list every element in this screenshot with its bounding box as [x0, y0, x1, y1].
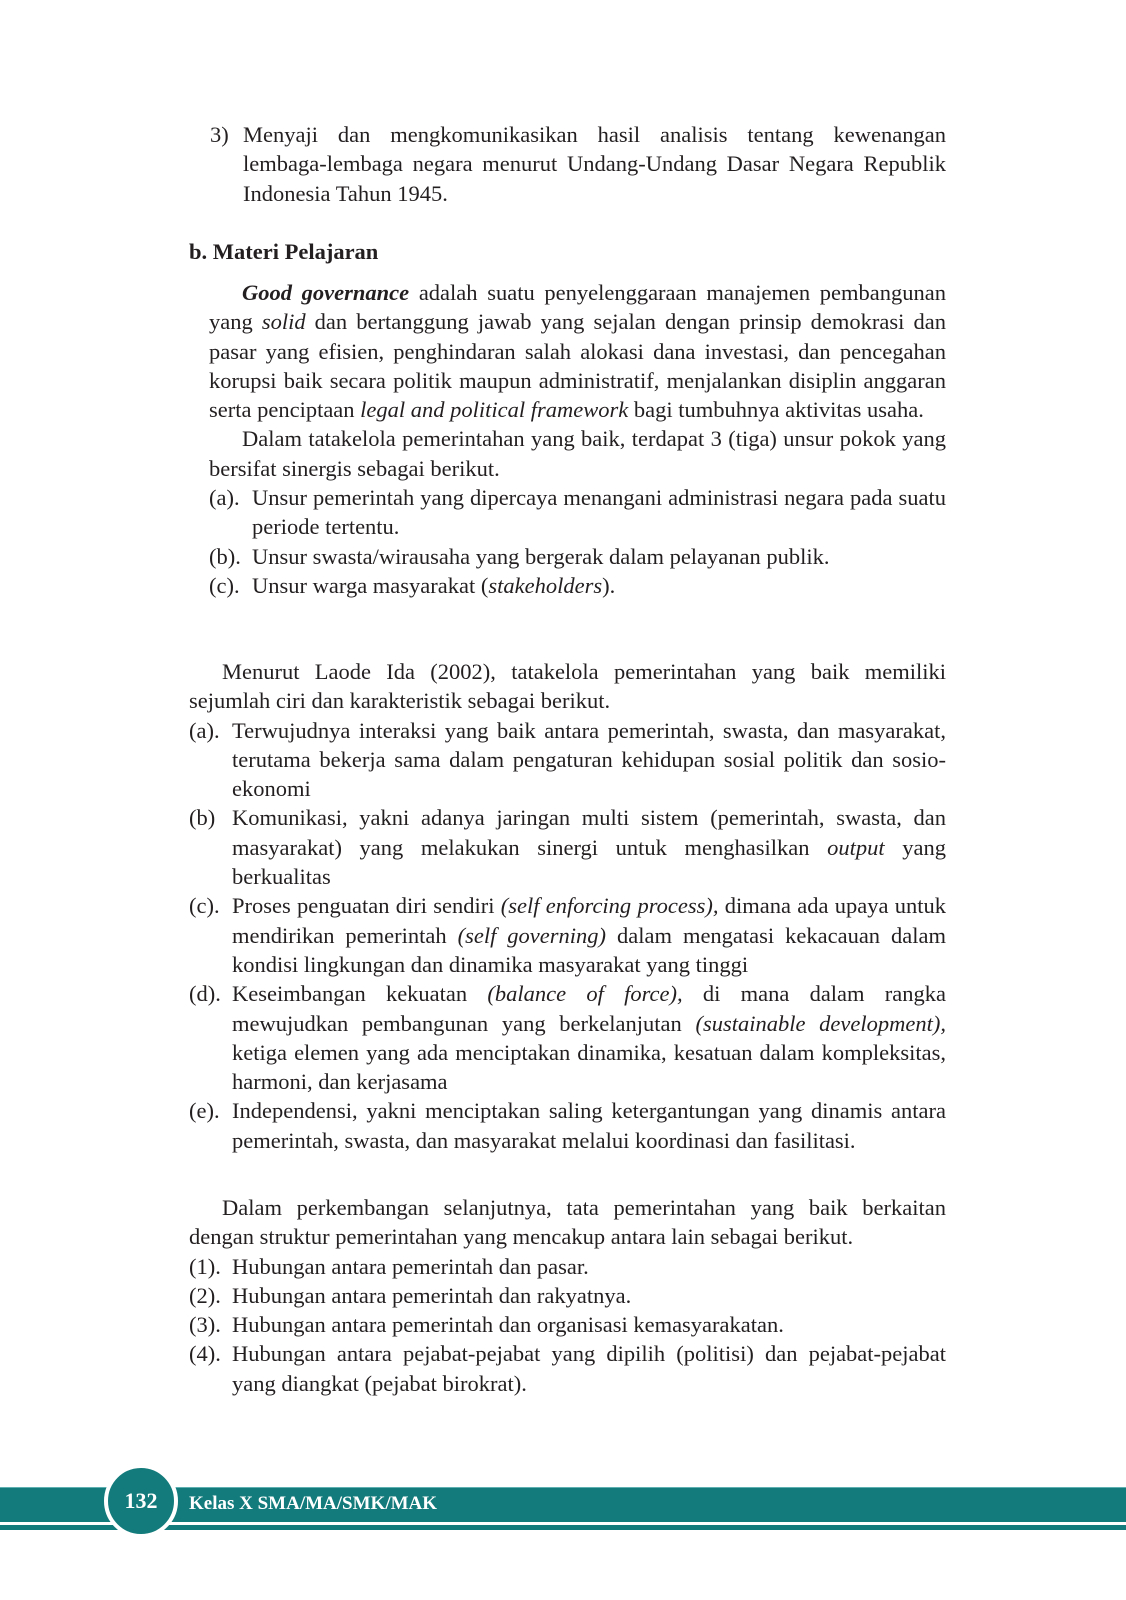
text-fragment: dimana ada upaya untuk mendirikan pemerintah [232, 893, 946, 948]
list-item-text: Hubungan antara pemerintah dan organisasi kemasyarakatan. [232, 1312, 784, 1338]
list-item-text: Independensi, yakni menciptakan saling ketergantungan yang dinamis antara pemerintah, swasta, dan masyarakat melalui koordinasi dan fasilitasi. [232, 1098, 946, 1153]
ciri-item-b [189, 803, 946, 891]
list-marker: (e). [189, 1098, 220, 1124]
objective-text: Menyaji dan mengkomunikasikan hasil analisis tentang kewenangan lembaga-lembaga negara menurut Undang-Undang Dasar Negara Republik Indonesia Tahun 1945. [243, 122, 946, 206]
list-item-text: Terwujudnya interaksi yang baik antara pemerintah, swasta, dan masyarakat, terutama bekerja sama dalam pengaturan kehidupan sosial politik dan sosio-ekonomi [232, 717, 946, 802]
struktur-intro-paragraph: Dalam perkembangan selanjutnya, tata pemerintahan yang baik berkaitan dengan struktur pemerintahan yang mencakup antara lain sebagai berikut. [189, 1195, 946, 1250]
list-item-text: Hubungan antara pemerintah dan rakyatnya. [232, 1282, 632, 1308]
list-marker: (c). [209, 572, 240, 598]
text-fragment: di mana dalam rangka mewujudkan pembangunan yang berkelanjutan [232, 981, 947, 1036]
list-marker: (2). [189, 1282, 221, 1308]
list-item-text: Unsur pemerintah yang dipercaya menangani administrasi negara pada suatu periode tertentu. [252, 485, 946, 540]
list-marker: (4). [189, 1341, 221, 1367]
book-title: Kelas X SMA/MA/SMK/MAK [189, 1493, 438, 1514]
paragraph-text: bagi tumbuhnya aktivitas usaha. [628, 397, 924, 423]
term-output: output [827, 834, 885, 860]
unsur-intro-paragraph: Dalam tatakelola pemerintahan yang baik, terdapat 3 (tiga) unsur pokok yang bersifat sinergis sebagai berikut. [209, 426, 946, 481]
objective-item-3 [210, 120, 946, 208]
text-fragment: Keseimbangan kekuatan [232, 981, 488, 1007]
list-marker: (1). [189, 1253, 221, 1279]
unsur-item-a [209, 483, 946, 542]
text-fragment: ketiga elemen yang ada menciptakan dinamika, kesatuan dalam kompleksitas, harmoni, dan kerjasama [232, 1039, 946, 1095]
list-item-text: Hubungan antara pejabat-pejabat yang dipilih (politisi) dan pejabat-pejabat yang diangkat (pejabat birokrat). [232, 1341, 946, 1396]
struktur-block [189, 1193, 946, 1398]
struktur-item-3 [189, 1310, 946, 1339]
list-marker: (a). [189, 717, 220, 743]
page-number: 132 [124, 1488, 158, 1513]
struktur-item-2 [189, 1281, 946, 1310]
list-item-text [232, 803, 946, 891]
term-stakeholders: stakeholders [488, 572, 603, 598]
good-governance-block [209, 278, 946, 600]
paragraph-text: adalah suatu penyelenggaraan manajemen pembangunan yang [209, 280, 947, 335]
list-marker: 3) [210, 122, 229, 147]
ciri-item-d [189, 979, 946, 1096]
term-self-governing: (self governing) [457, 922, 607, 948]
footer-rule [0, 1525, 1126, 1530]
term-balance-of-force: (balance of force), [487, 981, 683, 1007]
text-fragment: ). [602, 572, 616, 598]
text-fragment: yang berkualitas [232, 834, 946, 890]
term-framework: legal and political framework [360, 397, 629, 423]
paragraph-text: dan bertanggung jawab yang sejalan dengan prinsip demokrasi dan pasar yang efisien, penghindaran salah alokasi dana investasi, dan pencegahan korupsi baik secara politik maupun administratif, menjalankan disiplin anggaran serta penciptaan [209, 309, 946, 423]
good-governance-paragraph [209, 278, 946, 424]
ciri-item-c [189, 891, 946, 979]
section-heading: b. Materi Pelajaran [189, 239, 379, 264]
list-marker: (b) [189, 805, 216, 831]
page-number-badge [104, 1464, 178, 1538]
term-sustainable-development: (sustainable development), [695, 1010, 946, 1036]
text-fragment: Unsur warga masyarakat ( [252, 572, 489, 598]
ciri-block [189, 657, 946, 1155]
list-item-text: Unsur swasta/wirausaha yang bergerak dalam pelayanan publik. [252, 543, 830, 569]
list-item-text [252, 571, 946, 600]
term-good-governance: Good governance [242, 280, 410, 305]
list-marker: (b). [209, 543, 241, 569]
struktur-item-1 [189, 1252, 946, 1281]
list-item-text: Hubungan antara pemerintah dan pasar. [232, 1253, 589, 1279]
unsur-item-b [209, 542, 946, 571]
list-item-text [232, 891, 946, 979]
list-item-text [232, 979, 946, 1096]
list-marker: (d). [189, 981, 221, 1007]
text-fragment: dalam mengatasi kekacauan dalam kondisi lingkungan dan dinamika masyarakat yang tinggi [232, 922, 946, 977]
ciri-item-e [189, 1096, 946, 1155]
laode-intro-paragraph: Menurut Laode Ida (2002), tatakelola pemerintahan yang baik memiliki sejumlah ciri dan karakteristik sebagai berikut. [189, 659, 946, 714]
list-marker: (3). [189, 1312, 221, 1338]
ciri-item-a [189, 716, 946, 804]
list-marker: (c). [189, 893, 220, 919]
term-self-enforcing: (self enforcing process), [500, 893, 719, 919]
struktur-item-4 [189, 1339, 946, 1398]
unsur-item-c [209, 571, 946, 600]
term-solid: solid [261, 309, 306, 335]
list-marker: (a). [209, 485, 240, 511]
text-fragment: Proses penguatan diri sendiri [232, 893, 501, 919]
text-fragment: Komunikasi, yakni adanya jaringan multi sistem (pemerintah, swasta, dan masyarakat) yang melakukan sinergi untuk menghasilkan [232, 805, 946, 860]
